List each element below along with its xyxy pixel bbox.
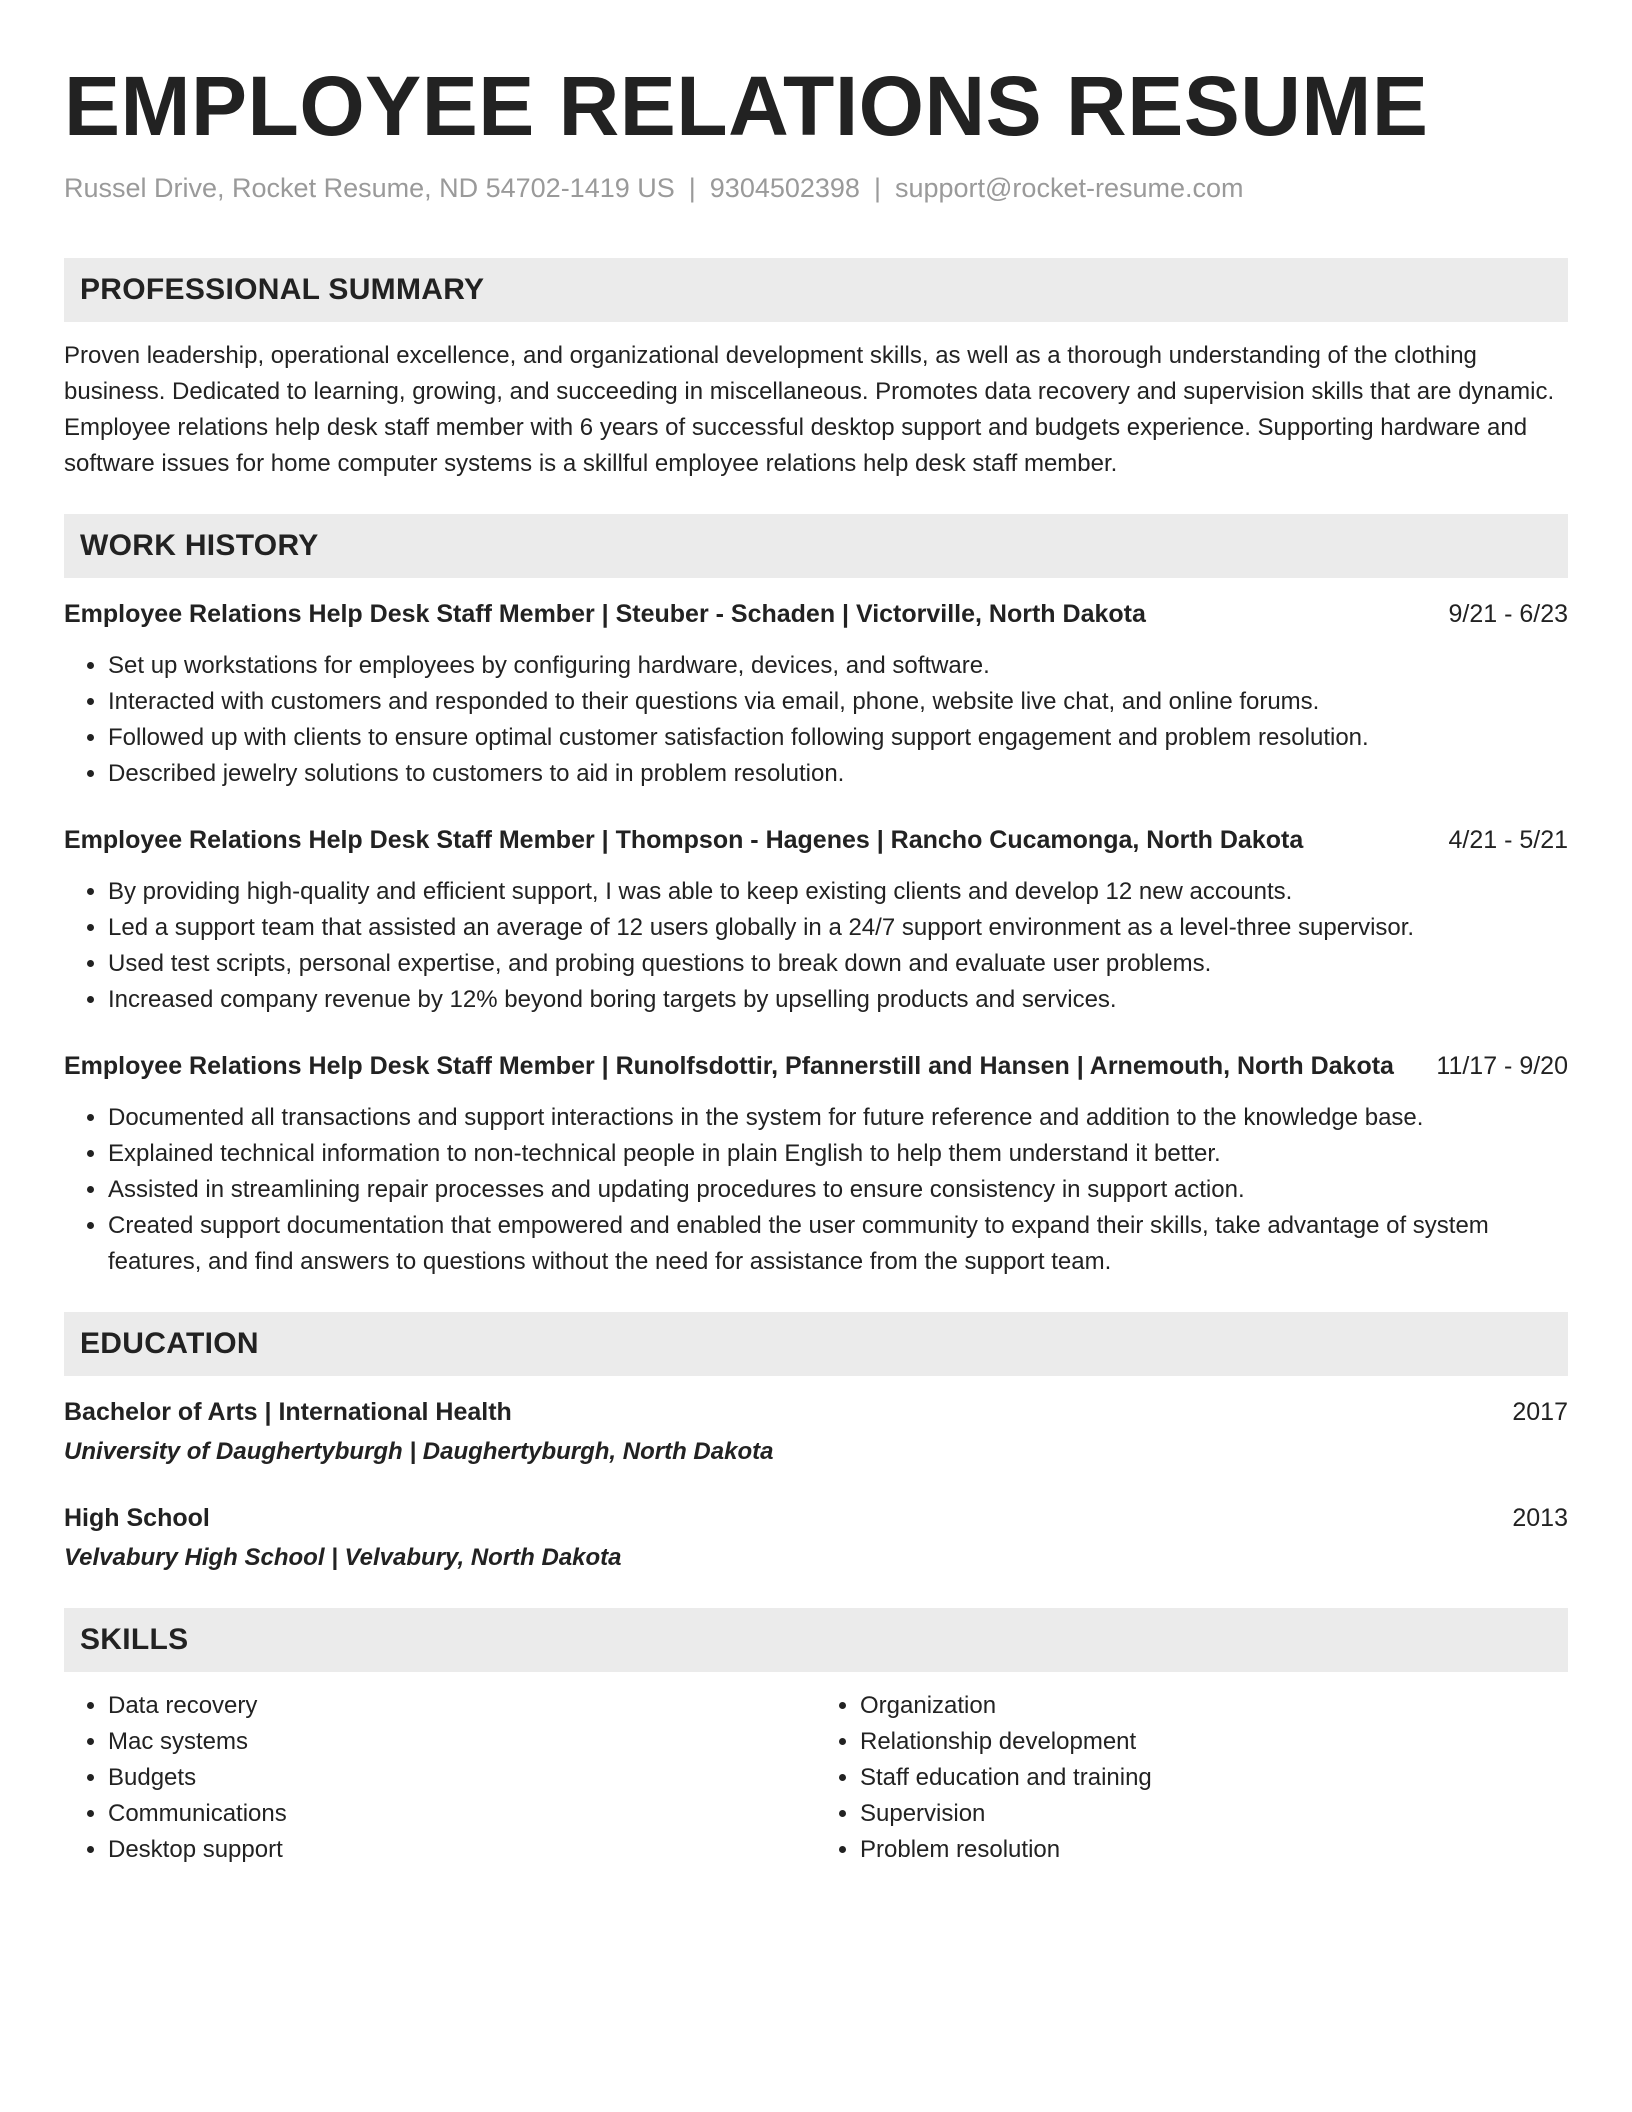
skill-item: • Relationship development [860,1724,1568,1760]
skills-list [64,1688,1568,1868]
skill-item: • Mac systems [108,1724,816,1760]
skill-item: • Staff education and training [860,1760,1568,1796]
job-header [64,596,1568,632]
skill-item: • Organization [860,1688,1568,1724]
job-bullet: • Used test scripts, personal expertise, and probing questions to break down and evaluate user problems. [108,946,1568,982]
education-header [64,1394,1568,1430]
section-heading-education: EDUCATION [64,1312,1568,1376]
job-bullet: • Followed up with clients to ensure optimal customer satisfaction following support engagement and problem resolution. [108,720,1568,756]
contact-address: Russel Drive, Rocket Resume, ND 54702-1419 US [64,173,675,203]
contact-line [64,170,1568,206]
contact-separator: | [688,173,696,203]
job-bullets [64,648,1568,792]
education-school: Velvabury High School | Velvabury, North Dakota [64,1544,622,1571]
education-degree: High School [64,1504,210,1532]
education-entry [64,1394,1568,1470]
job-bullet: • Created support documentation that empowered and enabled the user community to expand their skills, take advantage of system features, and find answers to questions without the need for assistance from the support team. [108,1208,1568,1280]
contact-phone: 9304502398 [709,173,860,203]
section-heading-work-history: WORK HISTORY [64,514,1568,578]
education-year: 2017 [1512,1398,1568,1426]
job-dates: 4/21 - 5/21 [1448,826,1568,854]
education-school: University of Daughertyburgh | Daughertyburgh, North Dakota [64,1438,774,1465]
job-entry [64,822,1568,1018]
skills-column-left [64,1688,816,1868]
education-year: 2013 [1512,1504,1568,1532]
job-bullet: • Set up workstations for employees by configuring hardware, devices, and software. [108,648,1568,684]
resume-title: EMPLOYEE RELATIONS RESUME [64,59,1429,153]
education-entry [64,1500,1568,1576]
job-dates: 11/17 - 9/20 [1436,1052,1568,1080]
section-heading-skills: SKILLS [64,1608,1568,1672]
skill-item: • Data recovery [108,1688,816,1724]
job-title: Employee Relations Help Desk Staff Member | Thompson - Hagenes | Rancho Cucamonga, North Dakota [64,826,1304,854]
job-header [64,822,1568,858]
job-bullet: • Described jewelry solutions to customers to aid in problem resolution. [108,756,1568,792]
job-title: Employee Relations Help Desk Staff Member | Runolfsdottir, Pfannerstill and Hansen | Arnemouth, North Dakota [64,1052,1394,1080]
contact-email: support@rocket-resume.com [894,173,1244,203]
section-heading-summary: PROFESSIONAL SUMMARY [64,258,1568,322]
education-degree: Bachelor of Arts | International Health [64,1398,512,1426]
job-bullet: • Led a support team that assisted an average of 12 users globally in a 24/7 support environment as a level-three supervisor. [108,910,1568,946]
job-bullet: • Increased company revenue by 12% beyond boring targets by upselling products and services. [108,982,1568,1018]
education-header [64,1500,1568,1536]
skill-item: • Communications [108,1796,816,1832]
job-bullets [64,1100,1568,1280]
job-title: Employee Relations Help Desk Staff Member | Steuber - Schaden | Victorville, North Dakota [64,600,1146,628]
job-entry [64,596,1568,792]
job-dates: 9/21 - 6/23 [1448,600,1568,628]
job-bullet: • Assisted in streamlining repair processes and updating procedures to ensure consistency in support action. [108,1172,1568,1208]
job-bullet: • Interacted with customers and responded to their questions via email, phone, website live chat, and online forums. [108,684,1568,720]
skill-item: • Budgets [108,1760,816,1796]
skill-item: • Problem resolution [860,1832,1568,1868]
job-bullet: • Explained technical information to non-technical people in plain English to help them understand it better. [108,1136,1568,1172]
job-entry [64,1048,1568,1280]
skill-item: • Desktop support [108,1832,816,1868]
job-bullet: • Documented all transactions and support interactions in the system for future reference and addition to the knowledge base. [108,1100,1568,1136]
contact-separator: | [873,173,881,203]
job-bullet: • By providing high-quality and efficient support, I was able to keep existing clients and develop 12 new accounts. [108,874,1568,910]
skill-item: • Supervision [860,1796,1568,1832]
job-header [64,1048,1568,1084]
skills-column-right [816,1688,1568,1868]
summary-text: Proven leadership, operational excellence, and organizational development skills, as well as a thorough understanding of the clothing business. Dedicated to learning, growing, and succeeding in miscellaneous. Promotes data recovery and supervision skills that are dynamic. Employee relations help desk staff member with 6 years of successful desktop support and budgets experience. Supporting hardware and software issues for home computer systems is a skillful employee relations help desk staff member. [64,342,1555,477]
job-bullets [64,874,1568,1018]
